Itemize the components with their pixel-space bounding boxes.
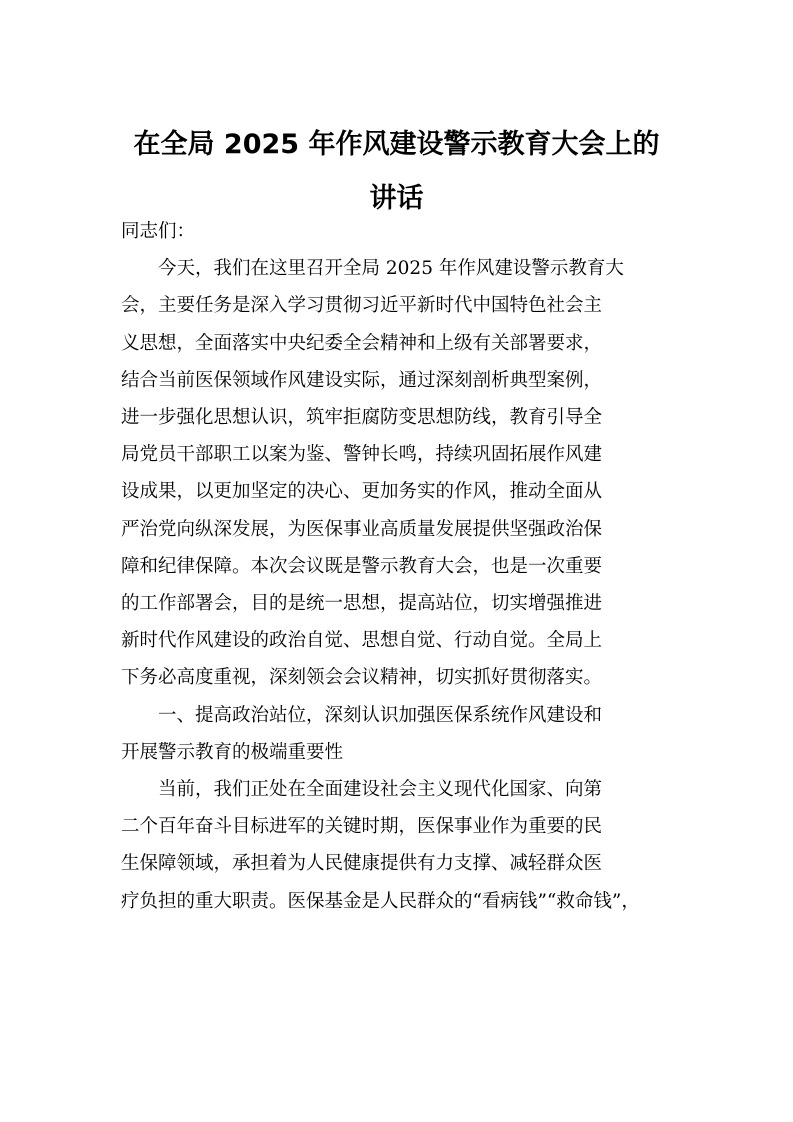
- title-line-1: 在全局 2025 年作风建设警示教育大会上的: [133, 129, 660, 160]
- heading-line: 开展警示教育的极端重要性: [121, 741, 344, 763]
- title-line-2: 讲话: [369, 183, 424, 214]
- text-line: 的工作部署会，目的是统一思想，提高站位，切实增强推进: [121, 593, 603, 615]
- text-line: 疗负担的重大职责。医保基金是人民群众的“看病钱”“救命钱”，: [121, 890, 640, 912]
- text-line: 今天，我们在这里召开全局 2025 年作风建设警示教育大: [158, 258, 624, 280]
- text-line: 严治党向纵深发展，为医保事业高质量发展提供坚强政治保: [121, 518, 603, 540]
- paragraph-section-1: [121, 771, 686, 920]
- text-line: 结合当前医保领域作风建设实际，通过深刻剖析典型案例，: [121, 369, 603, 391]
- text-line: 会，主要任务是深入学习贯彻习近平新时代中国特色社会主: [121, 295, 603, 317]
- section-heading-1: [121, 697, 686, 771]
- text-line: 二个百年奋斗目标进军的关键时期，医保事业作为重要的民: [121, 816, 603, 838]
- text-line: 局党员干部职工以案为鉴、警钟长鸣，持续巩固拓展作风建: [121, 444, 603, 466]
- text-line: 设成果，以更加坚定的决心、更加务实的作风，推动全面从: [121, 481, 603, 503]
- text-line: 生保障领域，承担着为人民健康提供有力支撑、减轻群众医: [121, 853, 603, 875]
- text-line: 当前，我们正处在全面建设社会主义现代化国家、向第: [158, 779, 603, 801]
- document-title: [110, 118, 683, 226]
- text-line: 新时代作风建设的政治自觉、思想自觉、行动自觉。全局上: [121, 630, 603, 652]
- text-line: 障和纪律保障。本次会议既是警示教育大会，也是一次重要: [121, 555, 603, 577]
- heading-line: 一、提高政治站位，深刻认识加强医保系统作风建设和: [158, 704, 603, 726]
- text-line: 进一步强化思想认识，筑牢拒腐防变思想防线，教育引导全: [121, 407, 603, 429]
- salutation: 同志们：: [121, 221, 196, 242]
- document-body: [121, 213, 686, 920]
- paragraph-intro: [121, 250, 686, 696]
- text-line: 义思想，全面落实中央纪委全会精神和上级有关部署要求，: [121, 332, 603, 354]
- text-line: 下务必高度重视，深刻领会会议精神，切实抓好贯彻落实。: [121, 667, 603, 689]
